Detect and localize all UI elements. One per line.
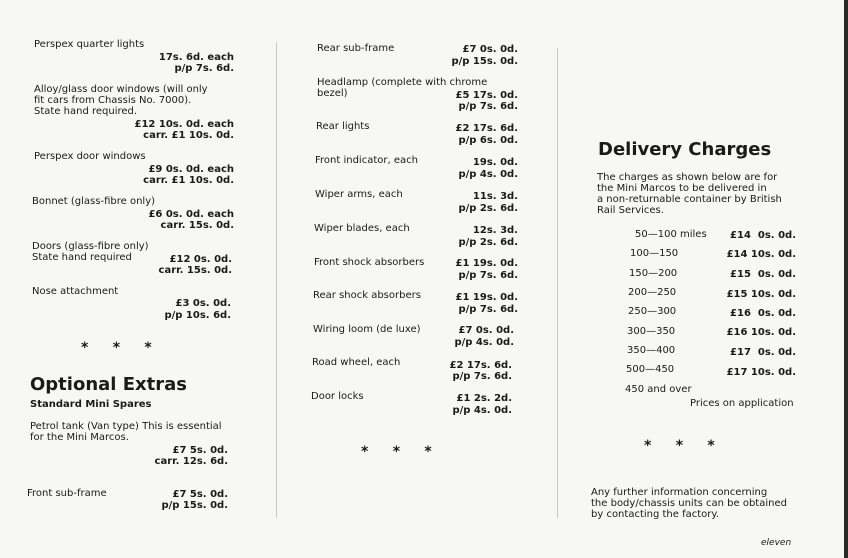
footer-text: by contacting the factory.: [591, 509, 720, 520]
item-price: £12 0s. 0d.: [169, 254, 232, 265]
item-name: Perspex quarter lights: [34, 39, 145, 50]
item-price: 12s. 3d.: [472, 225, 518, 236]
item-name: Perspex door windows: [34, 151, 146, 162]
item-name: Rear lights: [316, 121, 370, 132]
rate-price: £16 10s. 0d.: [726, 327, 796, 338]
item-carriage: carr. 15s. 0d.: [160, 220, 234, 231]
rate-range: 150—200: [629, 268, 678, 279]
rate-range: 300—350: [627, 326, 676, 337]
item-carriage: p/p 7s. 6d.: [458, 304, 518, 315]
separator-asterisks: * * *: [361, 444, 432, 460]
item-carriage: carr. 15s. 0d.: [158, 265, 232, 276]
rate-range: 250—300: [628, 306, 677, 317]
separator-asterisks: * * *: [81, 340, 152, 356]
separator-asterisks: * * *: [644, 438, 715, 454]
delivery-charges-heading: Delivery Charges: [598, 139, 772, 160]
column-divider-left: [276, 42, 277, 518]
item-carriage: p/p 7s. 6d.: [452, 371, 512, 382]
item-carriage: p/p 6s. 0d.: [458, 135, 518, 146]
rate-range: 50—100 miles: [635, 229, 707, 240]
item-carriage: p/p 7s. 6d.: [174, 63, 234, 74]
item-carriage: p/p 7s. 6d.: [458, 101, 518, 112]
item-carriage: p/p 4s. 0d.: [452, 405, 512, 416]
item-name: Door locks: [311, 391, 364, 402]
item-name: Bonnet (glass-fibre only): [32, 196, 156, 207]
item-carriage: carr. £1 10s. 0d.: [143, 130, 234, 141]
item-price: £7 5s. 0d.: [172, 445, 228, 456]
item-name: Front shock absorbers: [314, 257, 425, 268]
intro-text: the Mini Marcos to be delivered in: [597, 183, 767, 194]
item-price: £1 19s. 0d.: [455, 292, 518, 303]
item-carriage: p/p 2s. 6d.: [458, 203, 518, 214]
item-carriage: carr. £1 10s. 0d.: [143, 175, 234, 186]
intro-text: The charges as shown below are for: [597, 172, 778, 183]
item-name: Headlamp (complete with chrome: [317, 77, 488, 88]
rate-range: 500—450: [626, 364, 675, 375]
item-note: State hand required.: [34, 106, 138, 117]
column-divider-right: [557, 48, 558, 518]
rate-price: £14 10s. 0d.: [726, 249, 796, 260]
optional-extras-heading: Optional Extras: [30, 374, 187, 395]
item-name: Rear sub-frame: [317, 43, 395, 54]
item-price: 19s. 0d.: [472, 157, 518, 168]
item-carriage: p/p 10s. 6d.: [164, 310, 231, 321]
item-carriage: p/p 15s. 0d.: [451, 56, 518, 67]
page-number: eleven: [761, 538, 792, 548]
item-name: Wiper blades, each: [314, 223, 410, 234]
rate-range: 100—150: [630, 248, 679, 259]
item-price: £9 0s. 0d. each: [148, 164, 234, 175]
item-price: 17s. 6d. each: [158, 52, 234, 63]
item-carriage: p/p 4s. 0d.: [458, 169, 518, 180]
item-price: £6 0s. 0d. each: [148, 209, 234, 220]
standard-mini-spares-subheading: Standard Mini Spares: [30, 399, 152, 410]
rate-range: 350—400: [627, 345, 676, 356]
item-note: State hand required: [32, 252, 132, 263]
item-name: bezel): [317, 88, 348, 99]
rate-range-over: 450 and over: [625, 384, 692, 395]
item-name: Front indicator, each: [315, 155, 418, 166]
item-price: £2 17s. 6d.: [449, 360, 512, 371]
item-price: £1 2s. 2d.: [456, 393, 512, 404]
rate-price: £17 10s. 0d.: [726, 367, 796, 378]
item-price: £3 0s. 0d.: [175, 298, 231, 309]
item-name: Wiper arms, each: [315, 189, 403, 200]
item-carriage: carr. 12s. 6d.: [154, 456, 228, 467]
item-name: fit cars from Chassis No. 7000).: [34, 95, 192, 106]
intro-text: a non-returnable container by British: [597, 194, 782, 205]
rate-price: £15 0s. 0d.: [730, 269, 796, 280]
item-price: £7 0s. 0d.: [462, 44, 518, 55]
item-price: £1 19s. 0d.: [455, 258, 518, 269]
item-name: Rear shock absorbers: [313, 290, 421, 301]
item-price: £5 17s. 0d.: [455, 90, 518, 101]
rate-price: £16 0s. 0d.: [730, 308, 796, 319]
footer-text: the body/chassis units can be obtained: [591, 498, 787, 509]
item-note: for the Mini Marcos.: [30, 432, 129, 443]
item-name: Road wheel, each: [312, 357, 401, 368]
rate-range: 200—250: [628, 287, 677, 298]
item-carriage: p/p 4s. 0d.: [454, 337, 514, 348]
rate-price-note: Prices on application: [690, 398, 794, 409]
item-name: Nose attachment: [32, 286, 119, 297]
item-price: £2 17s. 6d.: [455, 123, 518, 134]
item-name: Wiring loom (de luxe): [313, 324, 421, 335]
page-edge: [844, 0, 848, 558]
rate-price: £14 0s. 0d.: [730, 230, 796, 241]
item-name: Front sub-frame: [27, 488, 107, 499]
item-price: £7 5s. 0d.: [172, 489, 228, 500]
item-price: 11s. 3d.: [472, 191, 518, 202]
item-price: £12 10s. 0d. each: [134, 119, 234, 130]
footer-text: Any further information concerning: [591, 487, 768, 498]
intro-text: Rail Services.: [597, 205, 664, 216]
item-name: Petrol tank (Van type) This is essential: [30, 421, 222, 432]
item-carriage: p/p 15s. 0d.: [161, 500, 228, 511]
item-name: Doors (glass-fibre only): [32, 241, 149, 252]
rate-price: £17 0s. 0d.: [730, 347, 796, 358]
item-name: Alloy/glass door windows (will only: [34, 84, 208, 95]
item-carriage: p/p 2s. 6d.: [458, 237, 518, 248]
item-price: £7 0s. 0d.: [458, 325, 514, 336]
rate-price: £15 10s. 0d.: [726, 289, 796, 300]
item-carriage: p/p 7s. 6d.: [458, 270, 518, 281]
